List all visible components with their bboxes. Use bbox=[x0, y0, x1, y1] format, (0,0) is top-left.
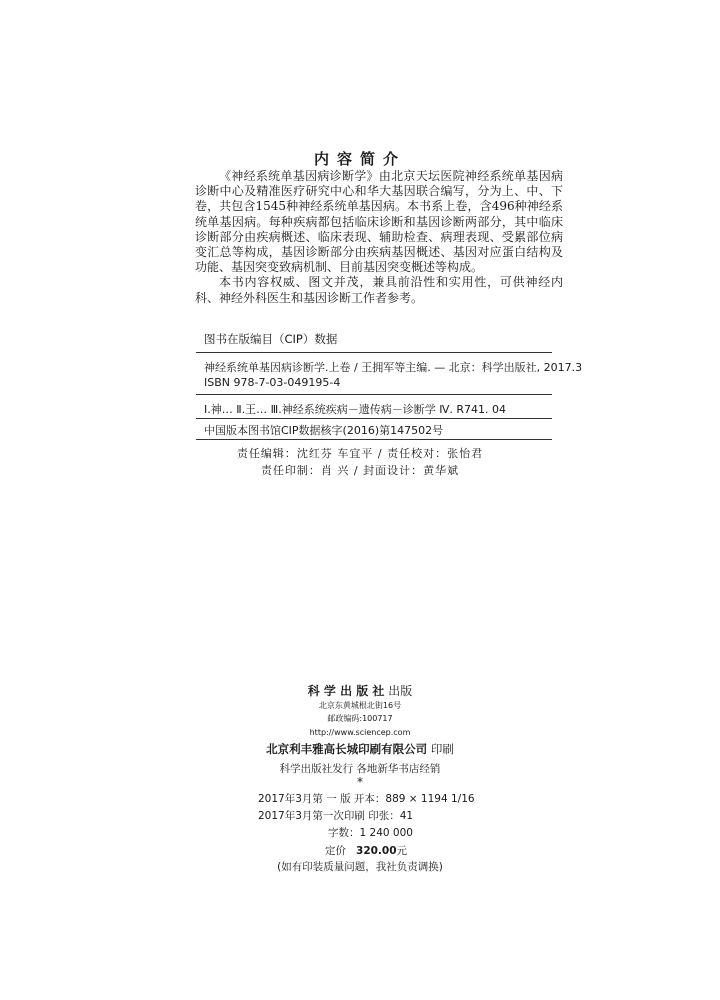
edition-line: 2017年3月第 一 版 开本：889 × 1194 1/16 bbox=[258, 793, 475, 805]
price-value: 320.00 bbox=[356, 845, 397, 857]
cip-line-4: 中国版本图书馆CIP数据核字(2016)第147502号 bbox=[204, 424, 444, 437]
publisher-suffix: 出版 bbox=[388, 684, 413, 698]
summary-text bbox=[195, 169, 563, 306]
page-title: 内容简介 bbox=[313, 150, 406, 168]
publisher-name: 科 学 出 版 社 bbox=[307, 684, 385, 698]
printer-suffix: 印刷 bbox=[430, 742, 454, 756]
word-count: 字数：1 240 000 bbox=[328, 827, 413, 839]
cip-heading: 图书在版编目（CIP）数据 bbox=[204, 332, 338, 346]
quality-note: (如有印装质量问题，我社负责调换) bbox=[277, 861, 443, 873]
cip-line-2: ISBN 978-7-03-049195-4 bbox=[204, 376, 341, 389]
publisher-address: 北京东黄城根北街16号 bbox=[318, 701, 402, 710]
editors-line-1: 责任编辑：沈红芬 车宜平 / 责任校对：张怡君 bbox=[236, 447, 484, 460]
cip-rule-lower bbox=[196, 418, 552, 419]
printing-line: 2017年3月第一次印刷 印张：41 bbox=[258, 810, 414, 822]
price-label: 定价 bbox=[325, 845, 346, 857]
distribution-line: 科学出版社发行 各地新华书店经销 bbox=[279, 763, 441, 775]
summary-paragraph-2: 本书内容权威、图文并茂，兼具前沿性和实用性，可供神经内科、神经外科医生和基因诊断工作者参考。 bbox=[195, 275, 563, 305]
editors-line-2: 责任印制：肖 兴 / 封面设计：黄华斌 bbox=[260, 464, 460, 477]
printer-name: 北京利丰雅高长城印刷有限公司 bbox=[266, 742, 428, 756]
cip-rule-bottom bbox=[196, 439, 552, 440]
separator-star: * bbox=[357, 775, 363, 789]
cip-rule-middle bbox=[196, 394, 552, 395]
printer-line bbox=[0, 741, 720, 757]
price-line bbox=[325, 843, 565, 858]
price-unit: 元 bbox=[396, 845, 408, 857]
cip-line-3: Ⅰ.神… Ⅱ.王… Ⅲ.神经系统疾病－遗传病－诊断学 Ⅳ. R741. 04 bbox=[204, 403, 506, 416]
publisher-url: http://www.sciencep.com bbox=[309, 728, 411, 737]
publisher-line bbox=[0, 682, 720, 699]
summary-paragraph-1: 《神经系统单基因病诊断学》由北京天坛医院神经系统单基因病诊断中心及精准医疗研究中心和华大基因联合编写，分为上、中、下卷，共包含1545种神经系统单基因病。本书系上卷，含496种神经系统单基因病。每种疾病都包括临床诊断和基因诊断两部分，其中临床诊断部分由疾病概述、临床表现、辅助检查、病理表现、受累部位病变汇总等构成，基因诊断部分由疾病基因概述、基因对应蛋白结构及功能、基因突变致病机制、目前基因突变概述等构成。 bbox=[195, 169, 563, 275]
cip-line-1: 神经系统单基因病诊断学.上卷 / 王拥军等主编. — 北京：科学出版社, 2017.3 bbox=[204, 361, 583, 374]
cip-rule-top bbox=[196, 352, 552, 353]
publisher-postcode: 邮政编码:100717 bbox=[327, 714, 393, 723]
